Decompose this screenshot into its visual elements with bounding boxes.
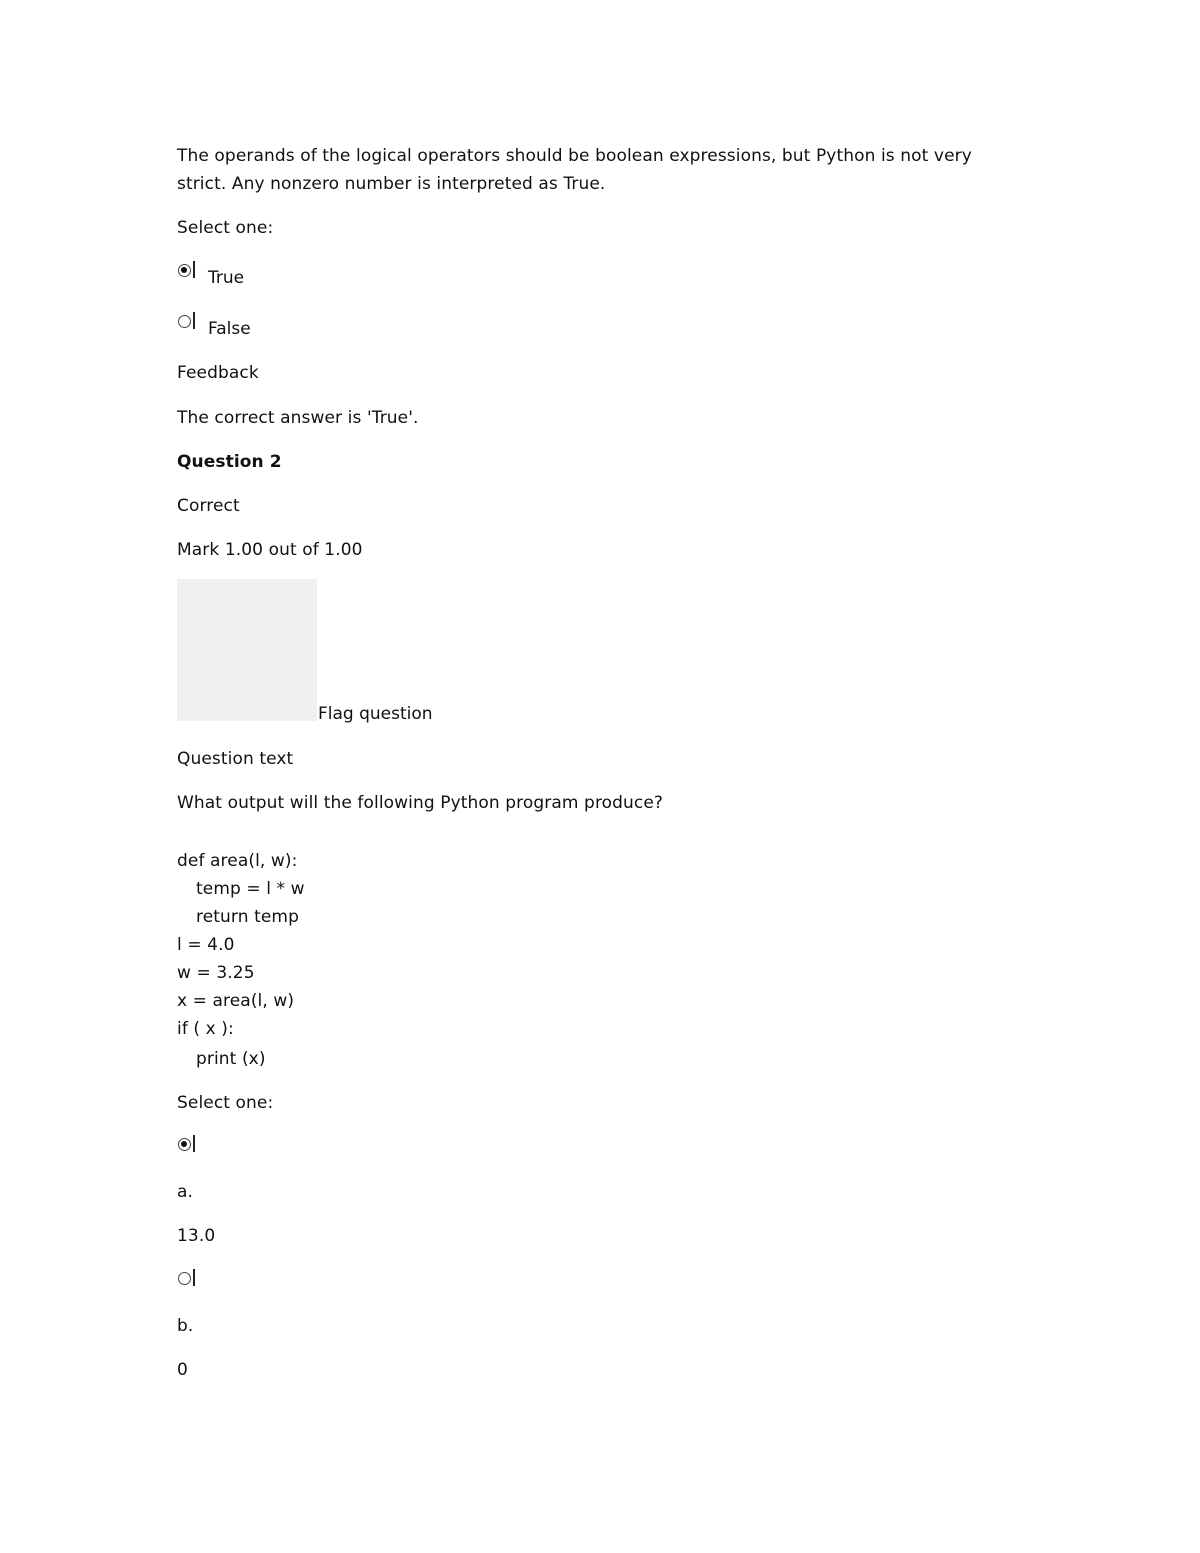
q2-title: Question 2 xyxy=(177,452,282,472)
feedback-text: The correct answer is 'True'. xyxy=(177,408,419,428)
q2-option-b-radio[interactable] xyxy=(178,1272,191,1285)
radio-cursor-bar xyxy=(193,261,195,278)
q2-option-a-value[interactable]: 13.0 xyxy=(177,1226,216,1246)
q1-option-true-radio[interactable] xyxy=(178,264,191,277)
radio-cursor-bar xyxy=(193,312,195,329)
q1-option-true-label[interactable]: True xyxy=(208,268,245,288)
q2-option-a-radio[interactable] xyxy=(178,1138,191,1151)
code-line: l = 4.0 xyxy=(177,935,235,955)
q2-option-b-value[interactable]: 0 xyxy=(177,1360,188,1380)
flag-question-link[interactable]: Flag question xyxy=(318,704,433,724)
q2-option-a-letter: a. xyxy=(177,1182,194,1202)
question-text-heading: Question text xyxy=(177,749,294,769)
q2-select-label: Select one: xyxy=(177,1093,274,1113)
code-line: w = 3.25 xyxy=(177,963,255,983)
q1-select-label: Select one: xyxy=(177,218,274,238)
radio-cursor-bar xyxy=(193,1269,195,1286)
radio-cursor-bar xyxy=(193,1135,195,1152)
q2-mark: Mark 1.00 out of 1.00 xyxy=(177,540,363,560)
q2-prompt: What output will the following Python program produce? xyxy=(177,793,664,813)
code-line: return temp xyxy=(196,907,299,927)
code-line: x = area(l, w) xyxy=(177,991,295,1011)
feedback-heading: Feedback xyxy=(177,363,259,383)
q1-option-false-radio[interactable] xyxy=(178,315,191,328)
q1-option-false-label[interactable]: False xyxy=(208,319,251,339)
flag-icon-placeholder[interactable] xyxy=(177,579,317,721)
q1-question-text: The operands of the logical operators should be boolean expressions, but Python is not very strict. Any nonzero number is interpreted as True. xyxy=(177,146,972,194)
q2-option-b-letter: b. xyxy=(177,1316,194,1336)
code-line: def area(l, w): xyxy=(177,851,298,871)
code-line: if ( x ): xyxy=(177,1019,234,1039)
q2-status: Correct xyxy=(177,496,240,516)
code-line: print (x) xyxy=(196,1049,266,1069)
code-line: temp = l * w xyxy=(196,879,305,899)
